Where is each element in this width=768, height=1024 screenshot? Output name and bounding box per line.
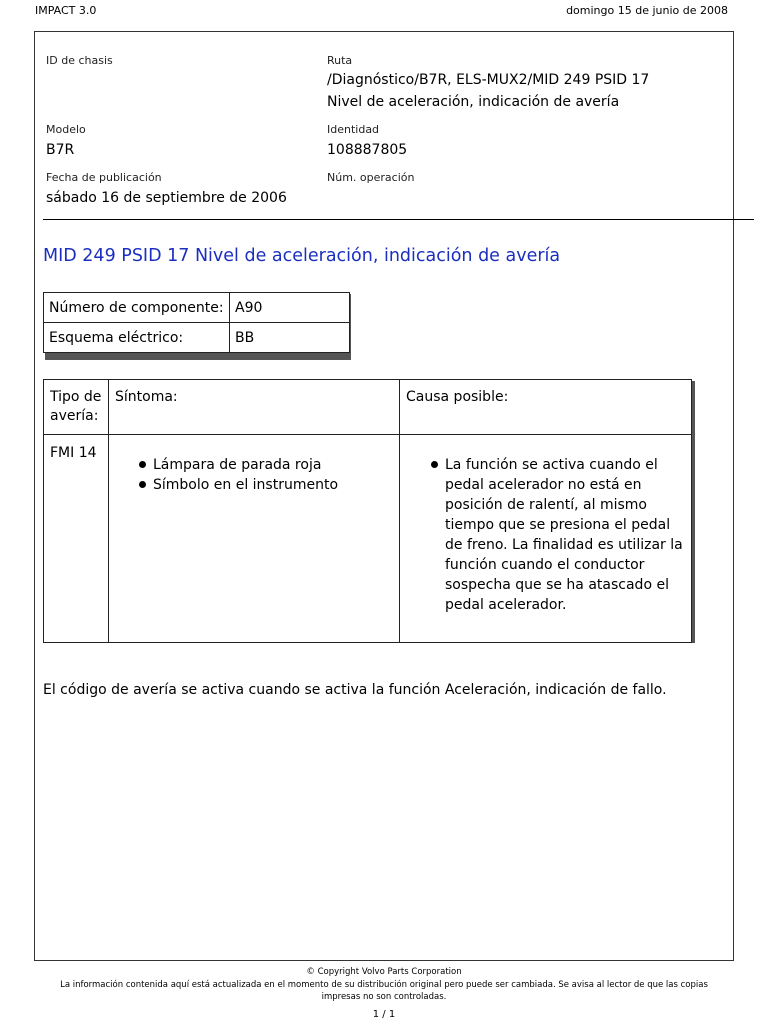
page-number: 1 / 1 [372,1009,396,1020]
cause-cell [400,435,692,643]
document-frame [34,31,734,961]
fault-type-cell: FMI 14 [44,435,109,643]
table-row [44,323,350,353]
identity-value: 108887805 [327,142,408,158]
app-version: IMPACT 3.0 [35,4,97,17]
table-row [44,293,350,323]
model-label: Modelo [46,123,86,136]
component-number-value: A90 [230,293,350,323]
model-value: B7R [46,142,75,158]
list-item: La función se activa cuando el pedal acelerador no está en posición de ralentí, al mismo tiempo que se presiona el pedal de freno. La finalidad es utilizar la función cuando el conductor sospecha que se ha atascado el pedal acelerador. [445,455,685,615]
route-label: Ruta [327,54,353,67]
route-value-line1: /Diagnóstico/B7R, ELS-MUX2/MID 249 PSID 17 [327,72,650,88]
pubdate-label: Fecha de publicación [46,171,162,184]
table-row [44,435,692,643]
identity-label: Identidad [327,123,380,136]
opnum-label: Núm. operación [327,171,415,184]
disclaimer-line-1: La información contenida aquí está actualizada en el momento de su distribución original pero puede ser cambiada. Se avisa al lector de que las copias [60,979,708,990]
pubdate-value: sábado 16 de septiembre de 2006 [46,190,287,206]
copyright-text: © Copyright Volvo Parts Corporation [306,967,462,977]
footer-copyright [0,966,768,1004]
list-item: Lámpara de parada roja [153,455,393,475]
fault-code-note: El código de avería se activa cuando se activa la función Aceleración, indicación de fallo. [43,682,667,698]
chassis-label: ID de chasis [46,54,113,67]
disclaimer-line-2: impresas no son controladas. [321,992,447,1002]
symptom-list [115,455,393,495]
symptom-header: Síntoma: [109,380,400,435]
symptom-cell [109,435,400,643]
wiring-diagram-value: BB [230,323,350,353]
component-table [43,292,350,353]
component-number-label: Número de componente: [44,293,230,323]
header-divider [43,219,754,220]
cause-list [406,455,685,615]
wiring-diagram-label: Esquema eléctrico: [44,323,230,353]
list-item: Símbolo en el instrumento [153,475,393,495]
fault-table [43,379,692,643]
table-header-row [44,380,692,435]
print-date: domingo 15 de junio de 2008 [566,4,728,17]
cause-header: Causa posible: [400,380,692,435]
page-title: MID 249 PSID 17 Nivel de aceleración, indicación de avería [43,246,561,266]
route-value-line2: Nivel de aceleración, indicación de avería [327,94,620,110]
fault-type-header: Tipo de avería: [44,380,109,435]
